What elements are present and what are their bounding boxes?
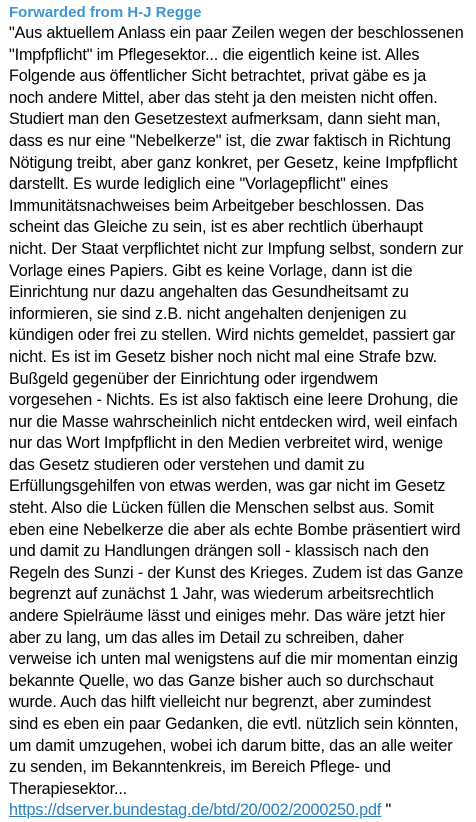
forwarded-from-header[interactable]: Forwarded from H-J Regge [9,4,202,21]
document-link[interactable]: https://dserver.bundestag.de/btd/20/002/2000250.pdf [9,801,382,820]
message-text: "Aus aktuellem Anlass ein paar Zeilen wegen der beschlossenen "Impfpflicht" im Pflegesektor... die eigentlich keine ist. Alles Folgende aus öffentlicher Sicht betrachtet, privat gäbe es ja noch andere Mittel, aber das steht ja den meisten nicht offen. Studiert man den Gesetzestext aufmerksam, dann sieht man, dass es nur eine "Nebelkerze" ist, die zwar faktisch in Richtung Nötigung treibt, aber ganz konkret, per Gesetz, keine Impfpflicht darstellt. Es wurde lediglich eine "Vorlagepflicht" eines Immunitätsnachweises beim Arbeitgeber beschlossen. Das scheint das Gleiche zu sein, ist es aber rechtlich überhaupt nicht. Der Staat verpflichtet nicht zur Impfung selbst, sondern zur Vorlage eines Papiers. Gibt es keine Vorlage, dann ist die Einrichtung nur dazu angehalten das Gesundheitsamt zu informieren, sie sind z.B. nicht angehalten denjenigen zu kündigen oder frei zu stellen. Wird nichts gemeldet, passiert gar nicht. Es ist im Gesetz bisher noch nicht mal eine Strafe bzw. Bußgeld gegenüber der Einrichtung oder irgendwem vorgesehen - Nichts. Es ist also faktisch eine leere Drohung, die nur die Masse wahrscheinlich nicht entdecken wird, weil einfach nur das Wort Impfpflicht in den Medien verbreitet wird, wenige das Gesetz studieren oder verstehen und damit zu Erfüllungsgehilfen von etwas werden, was gar nicht im Gesetz steht. Also die Lücken füllen die Menschen selbst aus. Somit eben eine Nebelkerze die aber als echte Bombe präsentiert wird und damit zu Handlungen drängen soll - klassisch nach den Regeln des Sunzi - der Kunst des Krieges. Zudem ist das Ganze begrenzt auf zunächst 1 Jahr, was wiederum arbeitsrechtlich andere Spielräume lässt und einiges mehr. Das wäre jetzt hier aber zu lang, um das alles im Detail zu schreiben, daher verweise ich unten mal wenigstens auf die mir momentan einzig bekannte Quelle, wo das Ganze bisher auch so durchschaut wurde. Auch das hilft vielleicht nur begrenzt, aber zumindest sind es eben ein paar Gedanken, die evtl. nützlich sein könnten, um damit umzugehen, wobei ich darum bitte, das an alle weiter zu senden, im Bekanntenkreis, im Bereich Pflege- und Therapiesektor... [9,24,464,798]
closing-quote: " [381,801,392,820]
message-body [9,23,464,822]
